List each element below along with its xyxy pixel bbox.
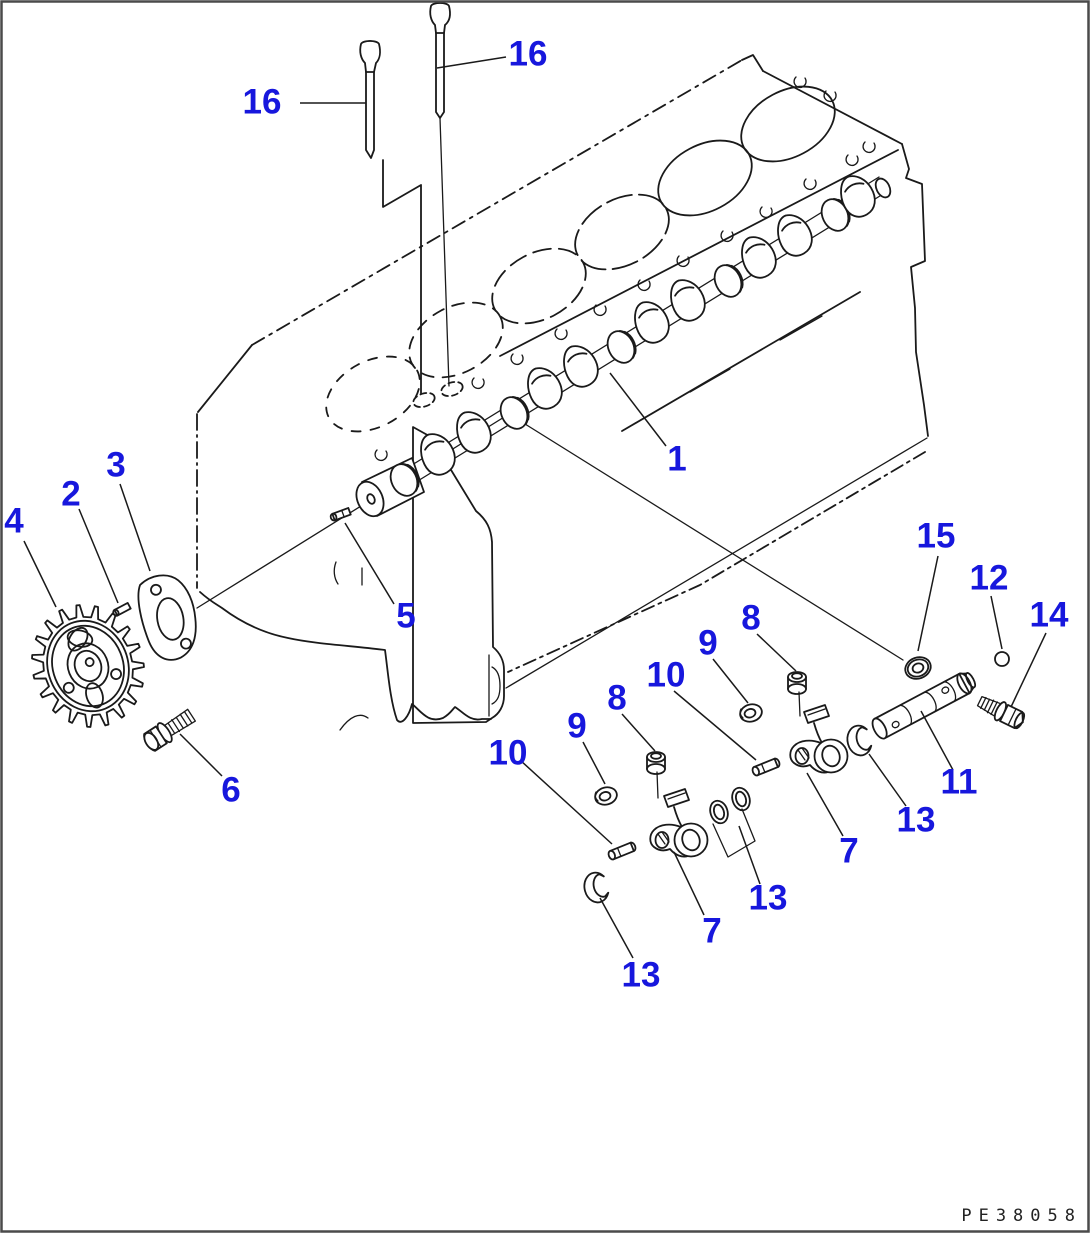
- part-7-rocker-arm-right: [790, 705, 847, 773]
- front-plate: [413, 427, 504, 723]
- callout-10L: 10: [488, 733, 528, 773]
- leader-line-10R: [674, 691, 756, 760]
- part-14-bolt: [975, 692, 1027, 731]
- leader-line-5: [345, 523, 394, 604]
- leader-line-12: [991, 596, 1002, 649]
- callout-9R: 9: [698, 623, 718, 663]
- callout-16a: 16: [242, 82, 282, 122]
- part-9-bushing-right: [738, 702, 764, 724]
- leader-line-2: [79, 509, 118, 603]
- drawing-code: PE38058: [961, 1206, 1082, 1226]
- part-11-rocker-shaft: [870, 669, 979, 741]
- part-8-nut-right: [788, 672, 806, 694]
- block-right-edge: [902, 144, 928, 436]
- callout-13L: 13: [621, 955, 661, 995]
- part-3-gasket: [131, 569, 206, 666]
- callout-10R: 10: [646, 655, 686, 695]
- leader-line-6: [180, 734, 222, 776]
- callout-15: 15: [916, 516, 956, 556]
- leader-line-9R: [713, 659, 748, 703]
- part-10-pin-right: [751, 758, 780, 777]
- callout-6: 6: [221, 770, 241, 810]
- part-7-rocker-arm-left: [650, 789, 707, 857]
- callout-11: 11: [940, 762, 978, 802]
- rocker-shaft-group: [870, 652, 1028, 741]
- callout-8R: 8: [741, 598, 761, 638]
- axis-line-front: [197, 414, 903, 660]
- deck-step-notch: [383, 160, 421, 393]
- part-10-pin-left: [607, 842, 636, 861]
- part-13-snap-ring-left: [582, 871, 610, 905]
- deck-bolt-hole-marks: [375, 77, 875, 460]
- part-9-bushing-left: [593, 785, 619, 807]
- leader-line-15: [918, 556, 938, 651]
- callout-14: 14: [1029, 595, 1069, 635]
- leader-line-13M: [739, 826, 760, 884]
- callout-16b: 16: [508, 34, 548, 74]
- leader-line-14: [1011, 633, 1046, 707]
- leader-line-16b: [437, 57, 506, 68]
- leader-line-7L: [674, 852, 704, 915]
- leader-line-13R: [869, 754, 906, 806]
- leader-line-11: [921, 711, 953, 770]
- part-5-plug: [330, 508, 351, 521]
- part-15-washer: [902, 654, 934, 683]
- assembly-axis-lines: [197, 414, 927, 688]
- part-12-ball: [995, 652, 1009, 666]
- part-13-spacer-a: [707, 798, 730, 825]
- callout-13R: 13: [896, 800, 936, 840]
- callout-3: 3: [106, 445, 126, 485]
- callout-7L: 7: [702, 911, 722, 951]
- callout-7R: 7: [839, 831, 859, 871]
- part-13-snap-ring-right: [845, 724, 873, 758]
- leader-line-3: [120, 484, 150, 571]
- leader-line-8R: [757, 634, 796, 671]
- callout-4: 4: [4, 501, 24, 541]
- callout-2: 2: [61, 474, 81, 514]
- part-1-camshaft: [351, 170, 893, 521]
- leader-line-8L: [622, 714, 655, 751]
- push-rod-right: [430, 3, 450, 386]
- callout-5: 5: [396, 596, 416, 636]
- leader-line-4: [24, 541, 56, 607]
- part-6-bolt: [141, 706, 198, 754]
- callout-12: 12: [969, 558, 1009, 598]
- callout-8L: 8: [607, 678, 627, 718]
- callout-13M: 13: [748, 878, 788, 918]
- leader-line-7R: [807, 773, 843, 836]
- part-13-spacer-b: [729, 785, 752, 812]
- engine-block: [197, 55, 928, 672]
- push-rod-left: [360, 41, 380, 158]
- callout-9L: 9: [567, 706, 587, 746]
- callout-1: 1: [667, 439, 687, 479]
- part-8-nut-left: [647, 752, 665, 774]
- part-2-pin: [112, 603, 130, 617]
- leader-line-13L: [600, 898, 633, 958]
- leader-line-9L: [583, 742, 605, 784]
